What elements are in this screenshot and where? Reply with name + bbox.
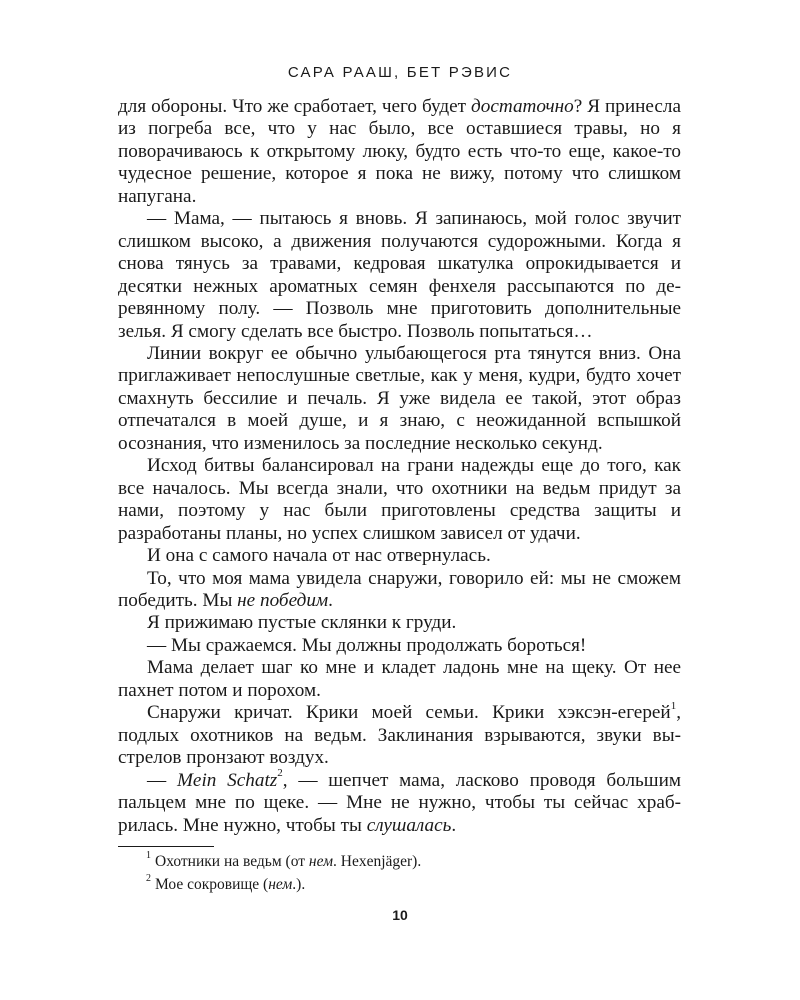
footnote-rule xyxy=(118,846,214,847)
paragraph xyxy=(118,96,681,208)
text-run: Линии вокруг ее обычно улыбающегося рта тянутся вниз. Она приглаживает непослушные светлые, как у меня, кудри, будто хочет смахнуть бессилие и печаль. Я уже видела ее такой, этот образ отпечатался в моей душе, и я знаю, с неожиданной вспышкой осознания, что изменилось за последние несколько секунд. xyxy=(118,342,681,454)
text-run: Исход битвы балансировал на грани надежды еще до того, как все началось. Мы всегда знали, что охотники на ведьм придут за нами, поэтому у нас были приготовлены средства защиты и разработаны планы, но успех слишком зависел от удачи. xyxy=(118,455,681,544)
text-run: ? Я принесла из погреба все, что у нас было, все оставшиеся травы, но я поворачиваюсь к открытому люку, будто есть что-то еще, какое-то чудесное решение, которое я пока не вижу, потому что слишком напугана. xyxy=(118,96,681,207)
running-head: САРА РААШ, БЕТ РЭВИС xyxy=(287,64,513,81)
paragraph xyxy=(118,343,681,455)
text-run: — Мама, — пытаюсь я вновь. Я запинаюсь, мой голос звучит слишком высоко, а движения получаются судорожными. Когда я снова тянусь за травами, кедровая шкатулка опрокидывается и десятки нежных ароматных семян фенхеля рассыпаются по деревянному полу. — Позволь мне приготовить дополнительные зелья. Я смогу сделать все быстро. Позволь попытаться… xyxy=(118,208,681,342)
body-text xyxy=(118,96,681,837)
text-run: . xyxy=(451,814,457,836)
paragraph xyxy=(118,545,681,567)
paragraph xyxy=(118,699,681,769)
text-run: — xyxy=(147,769,177,791)
text-run: .). xyxy=(292,876,306,893)
paragraph xyxy=(118,657,681,702)
footnote-mark: 1 xyxy=(146,849,151,861)
text-run: . Hexenjäger). xyxy=(333,853,422,870)
paragraph xyxy=(118,568,681,613)
text-run: Я прижимаю пустые склянки к груди. xyxy=(147,612,457,634)
text-run: Снаружи кричат. Крики моей семьи. Крики хэксэн-егерей xyxy=(147,702,671,724)
footnotes xyxy=(146,850,666,896)
text-run: , подлых охотников на ведьм. Заклинания взрываются, звуки выстрелов пронзают воздух. xyxy=(118,702,681,769)
italic-text: достаточно xyxy=(471,96,574,117)
italic-text: нем xyxy=(308,853,333,870)
italic-text: нем xyxy=(268,876,293,893)
italic-text: не победим xyxy=(237,589,329,611)
text-run: , — шепчет мама, ласково проводя большим пальцем мне по щеке. — Мне не нужно, чтобы ты сейчас храбрилась. Мне нужно, чтобы ты xyxy=(118,769,681,836)
text-run: То, что моя мама увидела снаружи, говорило ей: мы не сможем победить. Мы xyxy=(118,567,681,611)
text-run: . xyxy=(328,589,333,611)
paragraph xyxy=(118,208,681,343)
text-run: Мама делает шаг ко мне и кладет ладонь мне на щеку. От нее пахнет потом и порохом. xyxy=(118,657,681,701)
text-run: Охотники на ведьм (от xyxy=(155,853,309,870)
text-run: И она с самого начала от нас отвернулась. xyxy=(147,545,491,567)
text-run: — Мы сражаемся. Мы должны продолжать бороться! xyxy=(147,634,587,656)
footnote xyxy=(146,873,666,896)
page-number: 10 xyxy=(392,907,408,923)
paragraph xyxy=(118,612,681,634)
paragraph xyxy=(118,635,681,657)
footnote-reference: 2 xyxy=(277,767,283,780)
text-run: Мое сокровище ( xyxy=(155,876,269,893)
paragraph xyxy=(118,767,681,837)
footnote-mark: 2 xyxy=(146,872,151,884)
italic-text: слушалась xyxy=(366,814,452,836)
italic-text: Mein Schatz xyxy=(176,769,278,791)
footnote xyxy=(146,850,666,873)
text-run: для обороны. Что же сработает, чего будет xyxy=(118,96,472,117)
paragraph xyxy=(118,455,681,545)
footnote-reference: 1 xyxy=(670,699,677,712)
